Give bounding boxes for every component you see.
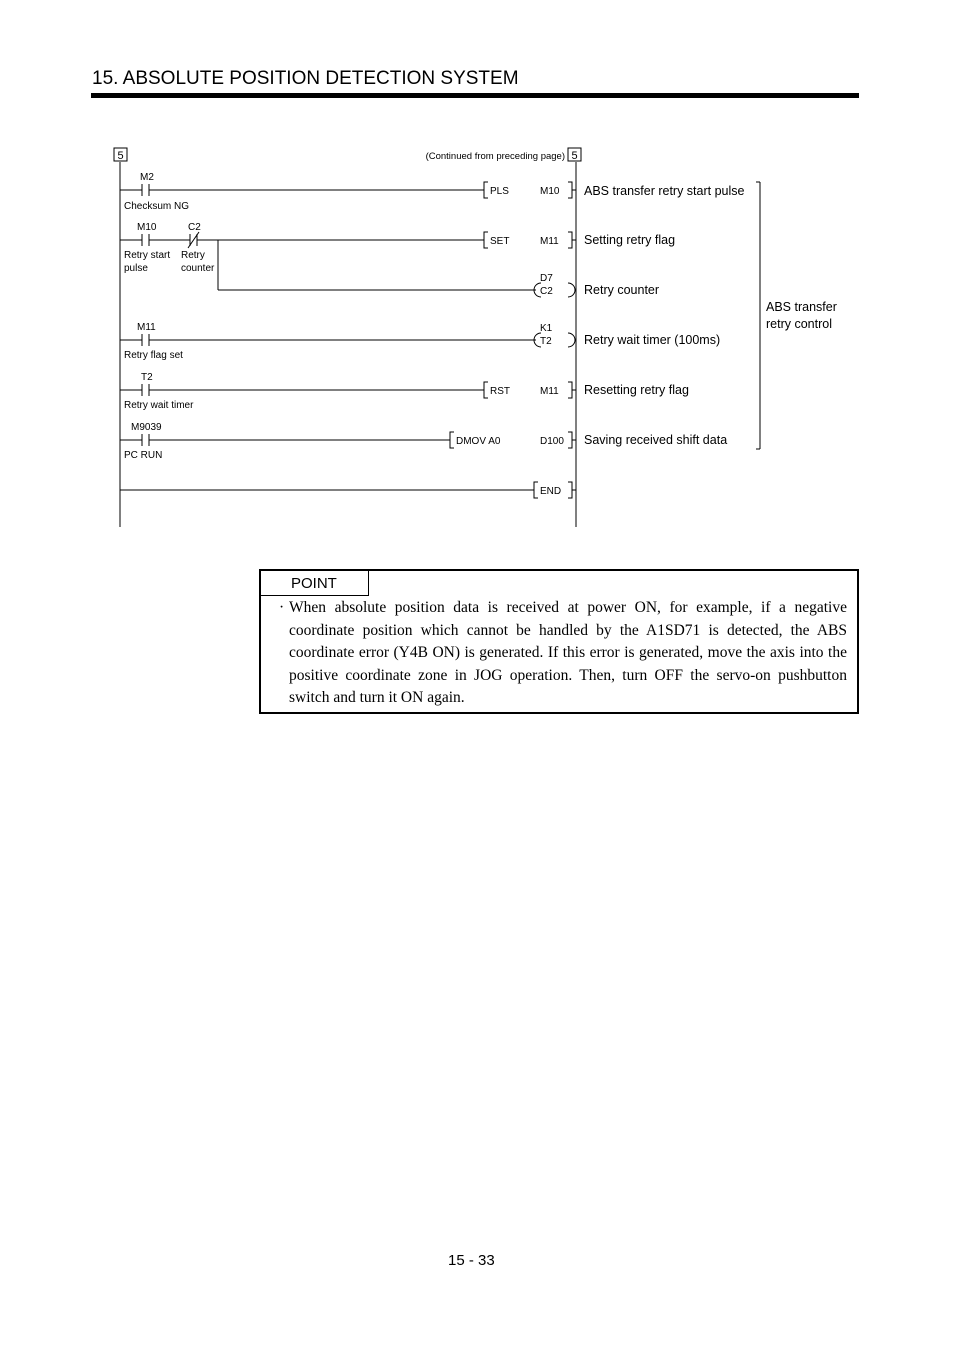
rung-description: Retry counter [584, 283, 660, 297]
instruction-label: DMOV A0 [456, 436, 501, 447]
point-label: POINT [261, 571, 369, 596]
bullet: · [279, 599, 285, 616]
contact-device: M2 [140, 172, 154, 183]
contact-comment: pulse [124, 263, 148, 274]
coil-device: T2 [540, 336, 552, 347]
operand-label: D100 [540, 436, 564, 447]
ladder-diagram [0, 0, 954, 540]
contact-comment: Retry flag set [124, 350, 183, 361]
rung-description: Setting retry flag [584, 233, 676, 247]
instruction-label: SET [490, 236, 510, 247]
coil-setting: D7 [540, 273, 553, 284]
coil-device: C2 [540, 286, 553, 297]
contact-device: M10 [137, 222, 157, 233]
point-text-block [279, 597, 847, 710]
continued-note: (Continued from preceding page) [425, 151, 565, 162]
rung-description: ABS transfer retry start pulse [584, 184, 745, 198]
contact-comment: Checksum NG [124, 201, 190, 212]
operand-label: M10 [540, 186, 560, 197]
group-label: ABS transfer [766, 300, 837, 314]
group-label: retry control [766, 317, 832, 331]
instruction-label: PLS [490, 186, 509, 197]
contact-device: C2 [188, 222, 201, 233]
coil-setting: K1 [540, 323, 553, 334]
point-text: When absolute position data is received at power ON, for example, if a negative coordinate position which cannot be handled by the A1SD71 is detected, the ABS coordinate error (Y4B ON) is generated. If this error is generated, move the axis into the positive coordinate zone in JOG operation. Then, turn OFF the servo-on pushbutton switch and turn it ON again. [289, 599, 847, 706]
end-instruction: END [540, 486, 562, 497]
page-number: 15 - 33 [448, 1252, 495, 1269]
operand-label: M11 [540, 236, 559, 247]
contact-comment: Retry start [124, 250, 171, 261]
instruction-label: RST [490, 386, 510, 397]
connector-right-label: 5 [571, 150, 578, 162]
rung-description: Retry wait timer (100ms) [584, 333, 721, 347]
contact-comment: PC RUN [124, 450, 163, 461]
connector-left-label: 5 [117, 150, 124, 162]
rung-description: Resetting retry flag [584, 383, 689, 397]
contact-comment: Retry wait timer [124, 400, 194, 411]
rung-description: Saving received shift data [584, 433, 728, 447]
contact-device: M9039 [131, 422, 162, 433]
contact-device: M11 [137, 322, 156, 333]
point-note-box [259, 569, 859, 714]
contact-comment: counter [181, 263, 215, 274]
contact-device: T2 [141, 372, 153, 383]
section-title: 15. ABSOLUTE POSITION DETECTION SYSTEM [92, 68, 519, 89]
operand-label: M11 [540, 386, 559, 397]
contact-comment: Retry [181, 250, 205, 261]
